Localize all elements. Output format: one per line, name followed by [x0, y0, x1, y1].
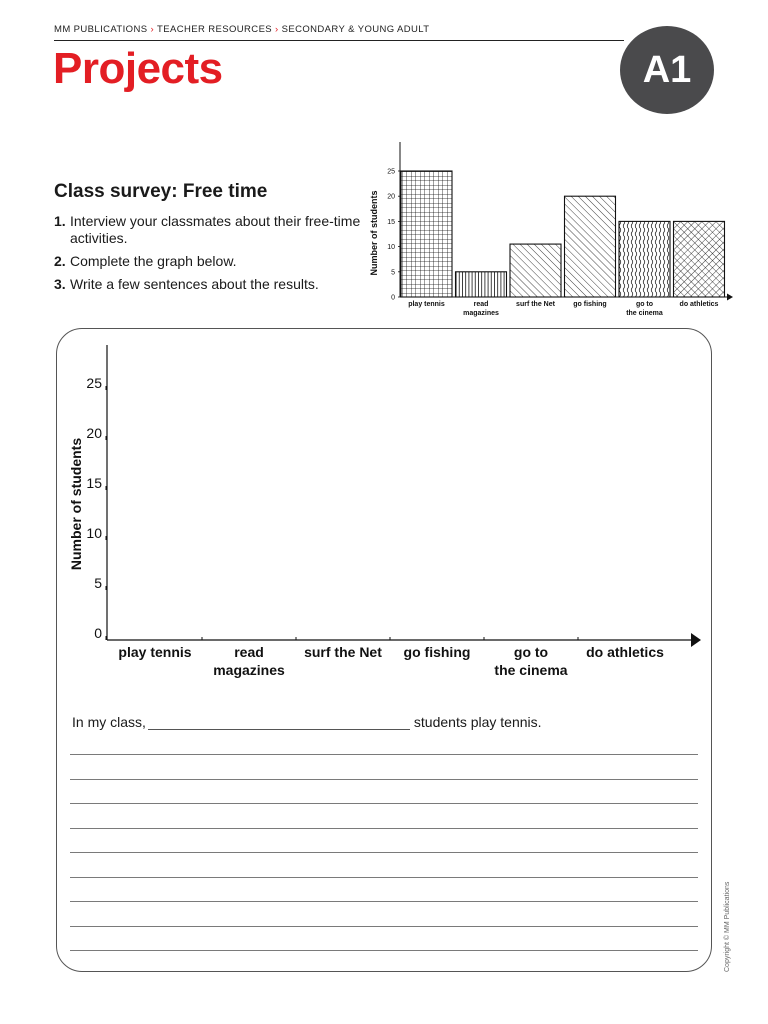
- example-bar: [674, 221, 725, 297]
- example-x-tick-label: go fishing: [573, 301, 607, 308]
- example-bar: [619, 221, 670, 297]
- header-divider: [54, 40, 624, 41]
- blank-y-tick-label: 10: [86, 525, 102, 541]
- instruction-item: [54, 213, 374, 247]
- blank-x-tick-label: the cinema: [494, 662, 568, 678]
- writing-line[interactable]: [70, 901, 698, 902]
- breadcrumb: [54, 24, 430, 35]
- blank-x-tick-label: go fishing: [403, 644, 471, 660]
- survey-heading: Class survey: Free time: [54, 181, 268, 202]
- writing-line[interactable]: [70, 828, 698, 829]
- blank-x-tick-label: surf the Net: [304, 644, 382, 660]
- example-x-tick-label: the cinema: [626, 310, 663, 317]
- example-y-tick-label: 20: [387, 193, 395, 201]
- example-y-axis-label: Number of students: [369, 190, 379, 276]
- writing-line[interactable]: [70, 754, 698, 755]
- example-y-tick-label: 0: [391, 294, 395, 302]
- blank-y-tick-label: 5: [94, 575, 102, 591]
- instruction-text: Interview your classmates about their free-time activities.: [70, 213, 361, 246]
- instruction-text: Complete the graph below.: [70, 253, 237, 269]
- blank-y-tick-label: 0: [94, 625, 102, 641]
- blank-y-axis-label: Number of students: [68, 437, 84, 571]
- instruction-number: 2.: [54, 253, 66, 269]
- example-x-tick-label: read: [473, 301, 489, 308]
- example-y-tick-label: 10: [387, 244, 395, 252]
- example-y-tick-label: 15: [387, 218, 395, 226]
- blank-x-tick-label: read: [234, 644, 264, 660]
- axis-arrow-icon: [727, 294, 733, 301]
- writing-line[interactable]: [70, 926, 698, 927]
- fill-in-sentence: [72, 714, 542, 730]
- breadcrumb-item: TEACHER RESOURCES: [157, 24, 273, 35]
- instruction-list: [54, 213, 374, 299]
- writing-line[interactable]: [70, 852, 698, 853]
- blank-x-tick-label: do athletics: [586, 644, 664, 660]
- writing-line[interactable]: [70, 779, 698, 780]
- writing-line[interactable]: [70, 877, 698, 878]
- blank-x-tick-label: play tennis: [118, 644, 192, 660]
- axis-arrow-icon: [691, 633, 701, 647]
- example-x-tick-label: go to: [635, 301, 654, 308]
- blank-x-tick-label: magazines: [213, 662, 285, 678]
- page-title: Projects: [53, 44, 223, 93]
- chevron-right-icon: ›: [275, 24, 279, 35]
- blank-y-tick-label: 20: [86, 425, 102, 441]
- example-x-tick-label: magazines: [463, 310, 499, 317]
- sentence-end: students play tennis.: [413, 714, 542, 730]
- example-y-tick-label: 5: [391, 269, 395, 277]
- instruction-number: 3.: [54, 276, 66, 292]
- copyright-notice: Copyright © MM Publications: [724, 881, 731, 972]
- example-bar: [456, 272, 507, 297]
- blank-y-tick-label: 15: [86, 475, 102, 491]
- instruction-text: Write a few sentences about the results.: [70, 276, 319, 292]
- level-badge: A1: [620, 26, 714, 114]
- example-x-tick-label: do athletics: [679, 301, 719, 308]
- writing-line[interactable]: [70, 803, 698, 804]
- blank-y-tick-label: 25: [86, 375, 102, 391]
- example-bar-chart: [366, 140, 738, 320]
- example-x-tick-label: surf the Net: [516, 301, 555, 308]
- answer-blank[interactable]: [148, 715, 410, 730]
- example-bar: [401, 171, 452, 297]
- breadcrumb-item: SECONDARY & YOUNG ADULT: [281, 24, 430, 35]
- sentence-start: In my class,: [72, 714, 146, 730]
- blank-bar-chart: [60, 340, 710, 690]
- chevron-right-icon: ›: [150, 24, 155, 35]
- example-bar: [565, 196, 616, 297]
- instruction-item: [54, 276, 374, 293]
- writing-line[interactable]: [70, 950, 698, 951]
- breadcrumb-item: MM PUBLICATIONS: [54, 24, 148, 35]
- example-y-tick-label: 25: [387, 168, 395, 176]
- blank-x-tick-label: go to: [513, 644, 549, 660]
- instruction-number: 1.: [54, 213, 66, 229]
- instruction-item: [54, 253, 374, 270]
- example-bar: [510, 244, 561, 297]
- example-x-tick-label: play tennis: [408, 301, 445, 308]
